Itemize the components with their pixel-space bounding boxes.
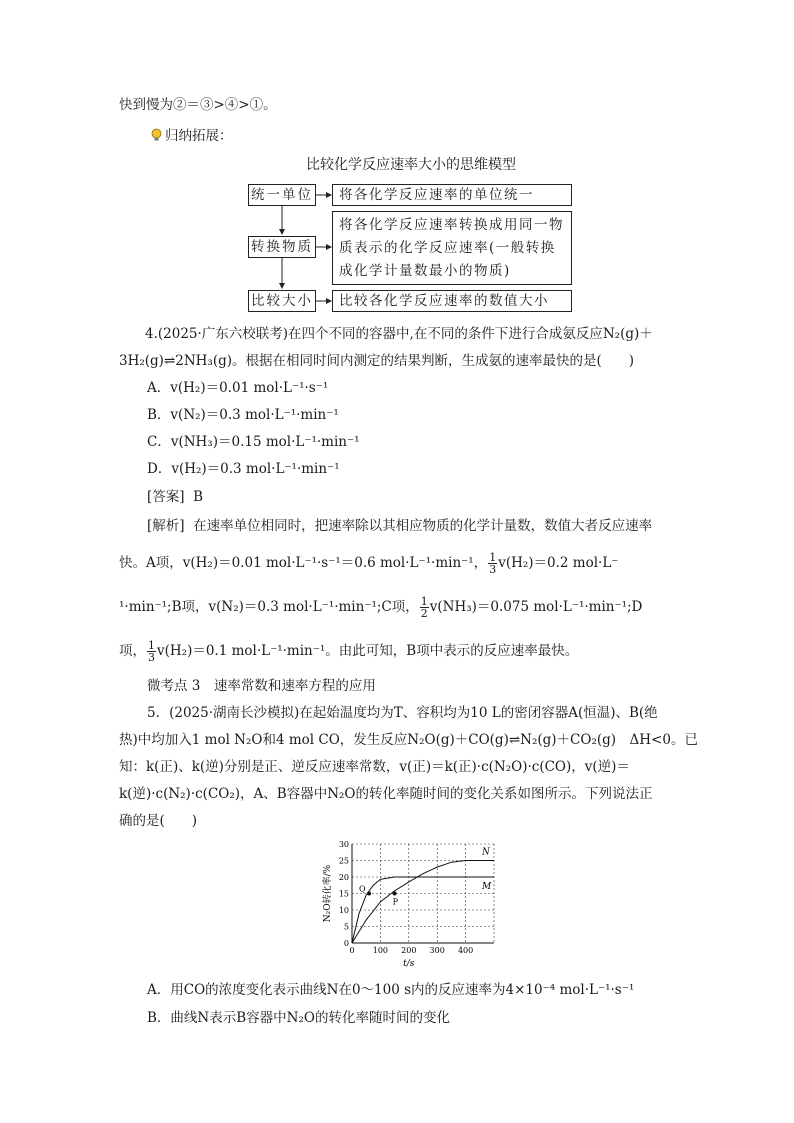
analysis-text: v(H₂)＝0.1 mol·L⁻¹·min⁻¹。由此可知，B项中表示的反应速率最快。	[157, 643, 579, 659]
q4-option-c: C．v(NH₃)＝0.15 mol·L⁻¹·min⁻¹	[147, 434, 360, 450]
q4-option-d: D．v(H₂)＝0.3 mol·L⁻¹·min⁻¹	[147, 461, 340, 477]
top-line: 快到慢为②＝③>④>①。	[119, 97, 277, 113]
q4-stem-line2: 3H₂(g)⇌2NH₃(g)。根据在相同时间内测定的结果判断，生成氨的速率最快的是( )	[119, 353, 635, 369]
q4-stem-line1: 4.(2025·广东六校联考)在四个不同的容器中,在不同的条件下进行合成氨反应N₂(g)＋	[145, 326, 653, 342]
y-tick-label: 5	[343, 922, 349, 932]
q4-option-b: B．v(N₂)＝0.3 mol·L⁻¹·min⁻¹	[147, 407, 339, 423]
analysis-text: ¹·min⁻¹;B项，v(N₂)＝0.3 mol·L⁻¹·min⁻¹;C项，	[119, 599, 419, 615]
series-curve-N	[352, 861, 494, 944]
q4-analysis-line3	[119, 596, 642, 619]
y-tick-label: 20	[338, 873, 349, 882]
frac-num: 1	[489, 551, 497, 564]
point-label-P: P	[392, 897, 398, 907]
step-compare-size-label: 比较大小	[251, 293, 313, 309]
chart-grid	[352, 844, 494, 943]
summary-heading-row	[150, 126, 233, 146]
x-tick-label: 100	[372, 946, 389, 955]
conversion-rate-chart	[318, 836, 508, 971]
analysis-text: 快。A项，v(H₂)＝0.01 mol·L⁻¹·s⁻¹＝0.6 mol·L⁻¹·min⁻¹，	[119, 555, 488, 571]
q5-option-b: B．曲线N表示B容器中N₂O的转化率随时间的变化	[147, 1010, 450, 1026]
x-tick-label: 300	[429, 946, 445, 955]
analysis-text: 项，	[119, 643, 146, 659]
frac-den: 3	[148, 651, 155, 664]
point-Q	[367, 892, 371, 896]
chart-ticks	[339, 840, 473, 955]
analysis-text: v(NH₃)＝0.075 mol·L⁻¹·min⁻¹;D	[429, 599, 643, 615]
answer-value: B	[193, 489, 204, 505]
q4-analysis-line1	[147, 516, 652, 536]
y-tick-label: 25	[338, 856, 349, 866]
q4-analysis-line2	[119, 552, 618, 575]
point-P	[393, 892, 397, 896]
x-tick-label: 0	[349, 946, 355, 955]
step-unify-units-label: 统一单位	[251, 187, 313, 203]
q4-answer-row	[147, 487, 203, 507]
q5-option-a: A．用CO的浓度变化表示曲线N在0～100 s内的反应速率为4×10⁻⁴ mol·L⁻¹·s⁻¹	[147, 982, 635, 998]
q5-stem-line5: 确的是( )	[119, 813, 198, 829]
summary-heading: 归纳拓展：	[165, 128, 233, 144]
answer-label: [答案]	[147, 489, 185, 505]
y-axis-label: N₂O转化率/%	[323, 864, 333, 923]
fraction	[147, 640, 156, 663]
q5-stem-line3: 知：k(正)、k(逆)分别是正、逆反应速率常数，v(正)＝k(正)·c(N₂O)·c(CO)，v(逆)＝	[119, 759, 630, 775]
x-axis-label: t/s	[403, 959, 415, 969]
step-unify-units-desc: 将各化学反应速率的单位统一	[332, 184, 572, 206]
frac-num: 1	[420, 595, 428, 608]
chart-series	[352, 848, 494, 944]
series-label-N: N	[482, 847, 490, 858]
q4-option-a: A．v(H₂)＝0.01 mol·L⁻¹·s⁻¹	[147, 380, 329, 396]
x-tick-label: 200	[401, 946, 417, 955]
point-label-Q: Q	[359, 884, 366, 894]
y-tick-label: 15	[338, 889, 349, 899]
step-convert-desc-line: 质表示的化学反应速率(一般转换	[339, 240, 556, 256]
y-tick-label: 10	[338, 906, 349, 915]
step-compare-size-desc: 比较各化学反应速率的数值大小	[332, 290, 572, 312]
analysis-label: [解析]	[147, 518, 185, 534]
q5-stem-line4: k(逆)·c(N₂)·c(CO₂)，A、B容器中N₂O的转化率随时间的变化关系如图所示。下列说法正	[119, 786, 653, 802]
section-title: 微考点 3 速率常数和速率方程的应用	[147, 678, 376, 694]
frac-num: 1	[148, 639, 155, 652]
model-title: 比较化学反应速率大小的思维模型	[306, 157, 516, 173]
analysis-text: 在速率单位相同时，把速率除以其相应物质的化学计量数，数值大者反应速率	[193, 518, 653, 534]
frac-den: 3	[489, 563, 497, 576]
y-tick-label: 30	[338, 840, 349, 849]
flow-arrows	[240, 180, 340, 320]
step-convert-substance-desc	[332, 211, 572, 285]
y-tick-label: 0	[343, 939, 349, 948]
analysis-text: v(H₂)＝0.2 mol·L⁻	[498, 555, 619, 571]
q4-analysis-line4	[119, 640, 578, 663]
series-label-M: M	[482, 882, 492, 892]
q5-stem-line2: 热)中均加入1 mol N₂O和4 mol CO，发生反应N₂O(g)＋CO(g)⇌N₂(g)＋CO₂(g) ΔH<0。已	[119, 732, 698, 748]
fraction	[488, 552, 497, 575]
step-convert-desc-line: 成化学计量数最小的物质)	[339, 263, 511, 279]
q5-stem-line1: 5．(2025·湖南长沙模拟)在起始温度均为T、容积均为10 L的密闭容器A(恒温)、B(绝	[147, 705, 658, 721]
fraction	[420, 596, 429, 619]
frac-den: 2	[420, 607, 428, 620]
step-convert-substance-label: 转换物质	[251, 239, 313, 255]
lightbulb-icon	[150, 128, 163, 142]
x-tick-label: 400	[457, 946, 474, 955]
step-convert-desc-line: 将各化学反应速率转换成用同一物	[339, 217, 564, 233]
